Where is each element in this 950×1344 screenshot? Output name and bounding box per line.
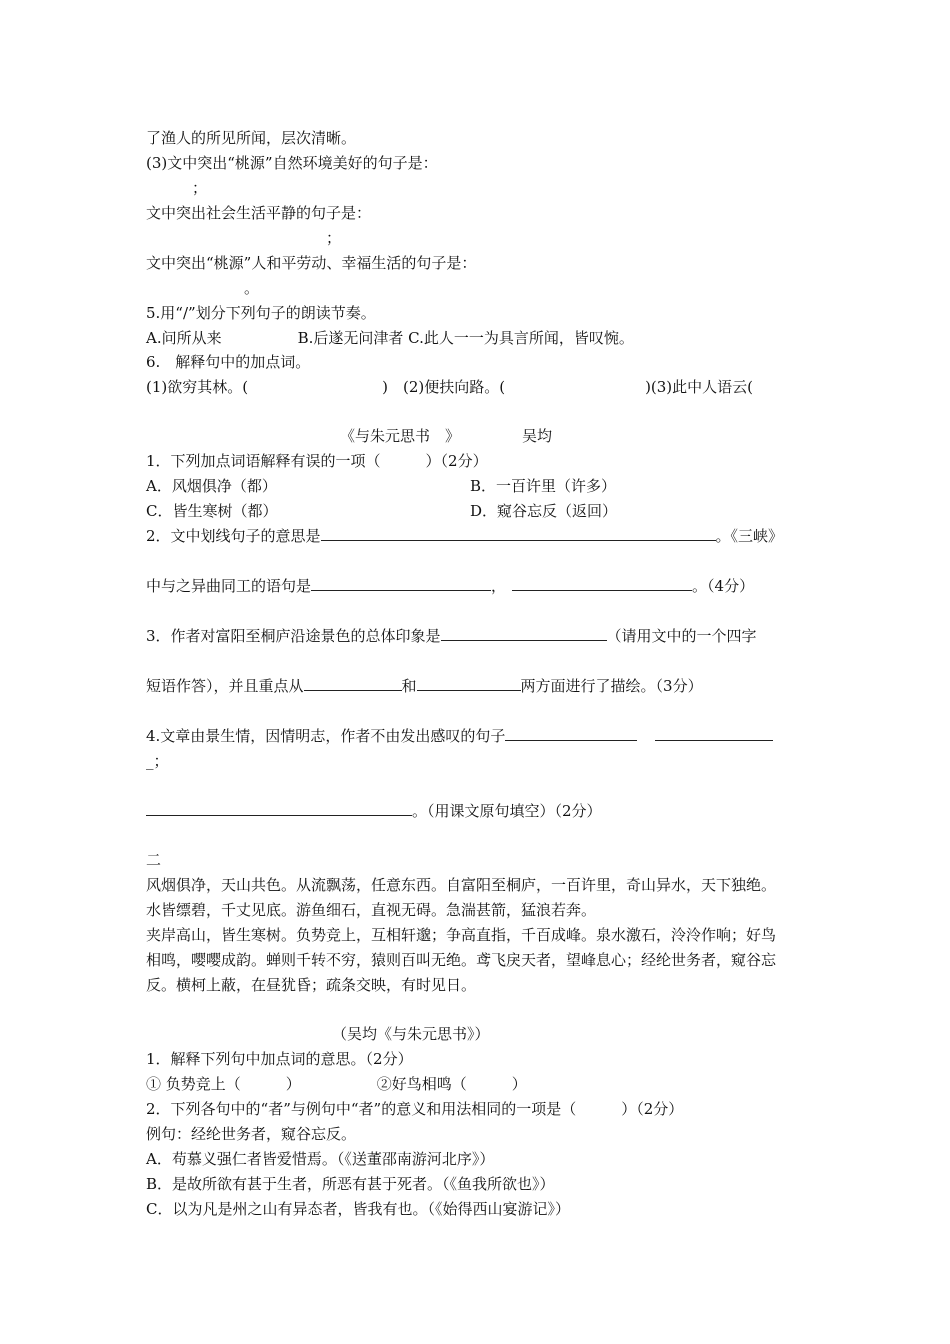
q1-item-2: ②好鸟相鸣（ ） [376, 1075, 527, 1093]
answer-blank[interactable] [417, 676, 521, 691]
q2-prompt-2: 中与之异曲同工的语句是 [146, 577, 312, 595]
option-b: B．一百许里（许多） [470, 477, 617, 495]
option-c: C．皆生寒树（都） [146, 502, 278, 520]
question-3 [146, 626, 757, 646]
section-title [340, 426, 552, 446]
section-heading: 二 [146, 851, 162, 869]
q3-prompt: 3．作者对富阳至桐庐沿途景色的总体印象是 [146, 627, 441, 645]
essay-title: 《与朱元思书 》 [340, 427, 461, 445]
q3-points: 两方面进行了描绘。（3分） [520, 677, 703, 695]
q2-suffix: 。《三峡》 [715, 527, 784, 545]
answer-blank[interactable] [441, 626, 607, 641]
question-3-prompt: (3)文中突出“桃源”自然环境美好的句子是： [146, 154, 438, 172]
question-6: 6. 解释句中的加点词。 [146, 353, 311, 371]
answer-line-end: ； [192, 179, 208, 197]
and: 和 [401, 677, 417, 695]
answer-blank[interactable] [512, 576, 692, 591]
question-prompt: 文中突出“桃源”人和平劳动、幸福生活的句子是： [146, 254, 477, 272]
q2-prompt: 2．文中划线句子的意思是 [146, 527, 321, 545]
option-a: A.问所从来 [146, 329, 222, 347]
answer-blank[interactable] [655, 726, 773, 741]
q6-item-2: ) (2)便扶向路。( [382, 378, 506, 396]
answer-line-end: 。 [244, 279, 260, 297]
passage-line: 相鸣，嘤嘤成韵。蝉则千转不穷，猿则百叫无绝。鸢飞戾天者，望峰息心；经纶世务者，窥谷忘 [146, 951, 777, 969]
q6-item-1: (1)欲穷其林。( [146, 378, 249, 396]
question-prompt: 文中突出社会生活平静的句子是： [146, 204, 372, 222]
example-sentence: 例句：经纶世务者，窥谷忘反。 [146, 1125, 357, 1143]
q3-prompt-2: 短语作答），并且重点从 [146, 677, 304, 695]
answer-blank[interactable] [304, 676, 402, 691]
option-d: D．窥谷忘反（返回） [470, 502, 618, 520]
q1-item-1: ① 负势竞上（ ） [146, 1075, 301, 1093]
answer-line-end: ； [326, 229, 342, 247]
option-a: A．风烟俱净（都） [146, 477, 277, 495]
answer-blank[interactable] [505, 726, 637, 741]
question-5-options [146, 328, 634, 348]
passage-line: 风烟俱净，天山共色。从流飘荡，任意东西。自富阳至桐庐，一百许里，奇山异水，天下独绝。 [146, 876, 777, 894]
question-2-cont [146, 576, 754, 596]
q3-hint: （请用文中的一个四字 [606, 627, 757, 645]
author: 吴均 [522, 427, 553, 445]
q2-points: 。（4分） [692, 577, 755, 595]
question-1-items [146, 1074, 527, 1094]
text-line: 了渔人的所见所闻，层次清晰。 [146, 129, 357, 147]
q4-hint: 。（用课文原句填空）（2分） [412, 802, 602, 820]
question-4-final [146, 801, 602, 821]
q4-prompt: 4.文章由景生情，因情明志，作者不由发出感叹的句子 [146, 727, 506, 745]
option-a: A．苟慕义强仁者皆爱惜焉。（《送董邵南游河北序》） [146, 1150, 495, 1168]
question-1: 1．解释下列句中加点词的意思。（2分） [146, 1050, 413, 1068]
option-c: C．以为凡是州之山有异态者，皆我有也。（《始得西山宴游记》） [146, 1200, 570, 1218]
answer-blank[interactable] [146, 801, 412, 816]
passage-line: 水皆缥碧，千丈见底。游鱼细石，直视无碍。急湍甚箭，猛浪若奔。 [146, 901, 597, 919]
question-2: 2．下列各句中的“者”与例句中“者”的意义和用法相同的一项是（ ）（2分） [146, 1100, 684, 1118]
answer-blank[interactable] [321, 526, 716, 541]
question-1: 1．下列加点词语解释有误的一项（ ）（2分） [146, 452, 488, 470]
question-5: 5.用“/”划分下列句子的朗读节奏。 [146, 304, 376, 322]
comma: ， [491, 577, 507, 595]
question-3-cont [146, 676, 703, 696]
passage-line: 反。横柯上蔽，在昼犹昏；疏条交映，有时见日。 [146, 976, 477, 994]
q6-item-3: )(3)此中人语云( [645, 378, 754, 396]
passage-line: 夹岸高山，皆生寒树。负势竞上，互相轩邈；争高直指，千百成峰。泉水激石，泠泠作响；好鸟 [146, 926, 777, 944]
question-4 [146, 726, 773, 746]
question-2 [146, 526, 783, 546]
question-6-items [146, 377, 753, 397]
option-bc: B.后遂无问津者 C.此人一一为具言所闻，皆叹惋。 [297, 329, 634, 347]
option-b: B．是故所欲有甚于生者，所恶有甚于死者。（《鱼我所欲也》） [146, 1175, 555, 1193]
answer-blank[interactable] [311, 576, 491, 591]
question-4-cont: _； [146, 752, 169, 770]
passage-source: （吴均《与朱元思书》） [332, 1025, 490, 1043]
